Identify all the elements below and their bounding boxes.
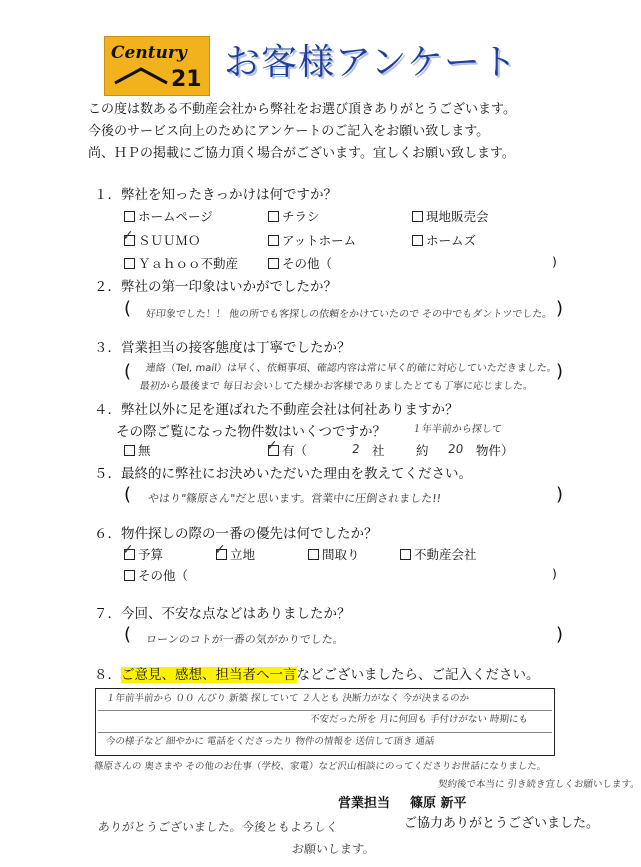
logo-wordmark: Century — [111, 43, 187, 63]
option-label: 無 — [138, 443, 151, 458]
q7-label: ７．今回、不安な点などはありましたか？ — [94, 606, 351, 622]
open-paren: ( — [124, 484, 132, 505]
q4-approx: 約 — [416, 443, 429, 458]
staff-label: 営業担当 — [338, 796, 391, 811]
q8-highlight: ご意見、感想、担当者へ一言 — [121, 667, 297, 683]
checkbox[interactable] — [124, 445, 135, 456]
intro-line-1: この度は数ある不動産会社から弊社をお選び頂きありがとうございます。 — [88, 102, 516, 117]
checkbox[interactable] — [124, 211, 135, 222]
q8-answer-line-5: 契約後で本当に 引き続き宜しくお願いします。 — [437, 779, 641, 790]
q6-option-other[interactable] — [124, 566, 188, 584]
option-label: その他（ — [138, 568, 189, 583]
option-label: 不動産会社 — [414, 547, 477, 562]
option-label: アットホーム — [282, 233, 357, 248]
q2-label: ２．弊社の第一印象はいかがでしたか？ — [94, 279, 337, 295]
checkbox[interactable] — [308, 549, 319, 560]
q1-option-homes[interactable] — [412, 231, 476, 249]
checkbox[interactable] — [268, 235, 279, 246]
option-label: その他（ — [282, 256, 333, 271]
q8-answer-line-1: １年前半前から ００ んびり 新築 探していて ２人とも 決断力がなく 今が決まるのか — [105, 693, 470, 704]
open-paren: ( — [124, 624, 132, 645]
q8-label — [94, 663, 540, 683]
thanks-message: ご協力ありがとうございました。 — [404, 816, 600, 831]
q4-option-none[interactable] — [124, 441, 151, 459]
option-label: 間取り — [322, 547, 360, 562]
intro-line-2: 今後のサービス向上のためにアンケートのご記入をお願い致します。 — [88, 124, 490, 139]
checkbox[interactable] — [412, 211, 423, 222]
q1-label: １．弊社を知ったきっかけは何ですか？ — [94, 187, 337, 203]
q2-answer: 好印象でした！！ 他の所でも客探しの依頼をかけていたので その中でもダントツでした。 — [145, 309, 553, 320]
checkmark-icon: ✓ — [122, 542, 134, 558]
option-label: ホームズ — [426, 233, 477, 248]
checkbox[interactable] — [266, 438, 279, 456]
checkbox[interactable] — [412, 235, 423, 246]
q8-answer-line-3: 今の様子など 細やかに 電話をくださったり 物件の情報を 送信して頂き 通話 — [105, 736, 436, 747]
staff-name: 篠原 新平 — [410, 796, 467, 811]
q8-label-suffix: などございましたら、ご記入ください。 — [296, 667, 540, 683]
checkbox[interactable] — [122, 228, 135, 246]
q4-note: １年半前から探して — [411, 424, 503, 435]
q7-answer: ローンのコトが一番の気がかりでした。 — [145, 633, 345, 646]
close-paren: ) — [556, 298, 564, 319]
q3-answer-line-1: 連絡（Tel, mail）は早く、依頼事項、確認内容は常に早く的確に対応していただきました。 — [145, 363, 558, 374]
q6-option-location[interactable] — [214, 542, 256, 563]
option-label: ホームページ — [138, 209, 213, 224]
checkbox[interactable] — [122, 542, 135, 560]
option-label: 現地販売会 — [426, 209, 489, 224]
q4-properties-unit: 物件） — [476, 443, 514, 458]
checkbox[interactable] — [214, 542, 227, 560]
q6-option-layout[interactable] — [308, 545, 360, 563]
q1-option-open-house[interactable] — [412, 207, 489, 225]
q8-number: ８． — [94, 667, 121, 683]
house-roof-icon — [113, 65, 169, 87]
q4-companies-unit: 社 — [372, 443, 385, 458]
q4-label: ４．弊社以外に足を運ばれた不動産会社は何社ありますか？ — [94, 402, 459, 418]
checkmark-icon: ✓ — [122, 228, 134, 244]
q4-companies-value: 2 — [351, 442, 361, 456]
q1-option-athome[interactable] — [268, 231, 356, 249]
closing-line-1: ありがとうございました。今後ともよろしく — [97, 820, 339, 834]
q5-label: ５．最終的に弊社にお決めいただいた理由を教えてください。 — [94, 466, 472, 482]
q4-option-yes[interactable] — [266, 438, 308, 459]
closing-line-2: お願いします。 — [291, 842, 376, 856]
page-title: お客様アンケート — [224, 42, 518, 83]
q3-answer-line-2: 最初から最後まで 毎日お会いしてた様かお客様でありましたとても丁寧に応じました。 — [139, 381, 534, 392]
option-label: ＳＵＵＭＯ — [138, 233, 201, 248]
checkmark-icon: ✓ — [214, 542, 226, 558]
q5-answer: やはり"篠原さん"だと思います。営業中に圧倒されました!! — [147, 492, 442, 505]
q4-properties-value: 20 — [447, 442, 465, 456]
intro-line-3: 尚、ＨＰの掲載にご協力頂く場合がございます。宜しくお願い致します。 — [88, 146, 515, 161]
logo-number: 21 — [171, 67, 202, 92]
checkbox[interactable] — [268, 211, 279, 222]
option-label: チラシ — [282, 209, 320, 224]
option-label: 予算 — [138, 547, 164, 562]
q1-option-yahoo[interactable] — [124, 254, 238, 272]
q1-option-suumo[interactable] — [122, 228, 201, 249]
q6-label: ６．物件探しの際の一番の優先は何でしたか？ — [94, 526, 378, 542]
q3-label: ３．営業担当の接客態度は丁寧でしたか？ — [94, 340, 351, 356]
q6-other-close-paren: ) — [552, 566, 557, 581]
option-label: 立地 — [230, 547, 256, 562]
q1-option-other[interactable] — [268, 254, 332, 272]
close-paren: ) — [556, 624, 564, 645]
open-paren: ( — [124, 361, 132, 382]
option-label: 有（ — [282, 443, 308, 458]
q1-option-homepage[interactable] — [124, 207, 213, 225]
century21-logo — [104, 36, 210, 96]
q6-option-budget[interactable] — [122, 542, 164, 563]
q6-option-agency[interactable] — [400, 545, 477, 563]
option-label: Ｙａｈｏｏ不動産 — [138, 256, 239, 271]
q8-answer-line-4: 篠原さんの 奥さまや その他のお仕事（学校、家電）など沢山相談にのってくださりお世話になりました。 — [93, 761, 547, 772]
q1-other-close-paren: ) — [552, 254, 557, 269]
close-paren: ) — [556, 361, 564, 382]
checkbox[interactable] — [124, 258, 135, 269]
q4-sub-label: その際ご覧になった物件数はいくつですか？ — [116, 424, 386, 440]
close-paren: ) — [556, 484, 564, 505]
checkbox[interactable] — [268, 258, 279, 269]
q1-option-flyer[interactable] — [268, 207, 320, 225]
checkbox[interactable] — [400, 549, 411, 560]
open-paren: ( — [124, 298, 132, 319]
checkbox[interactable] — [124, 570, 135, 581]
q8-answer-line-2: 不安だった所を 月に何回も 手付けがない 時期にも — [309, 714, 529, 725]
checkmark-icon: ✓ — [266, 438, 278, 454]
